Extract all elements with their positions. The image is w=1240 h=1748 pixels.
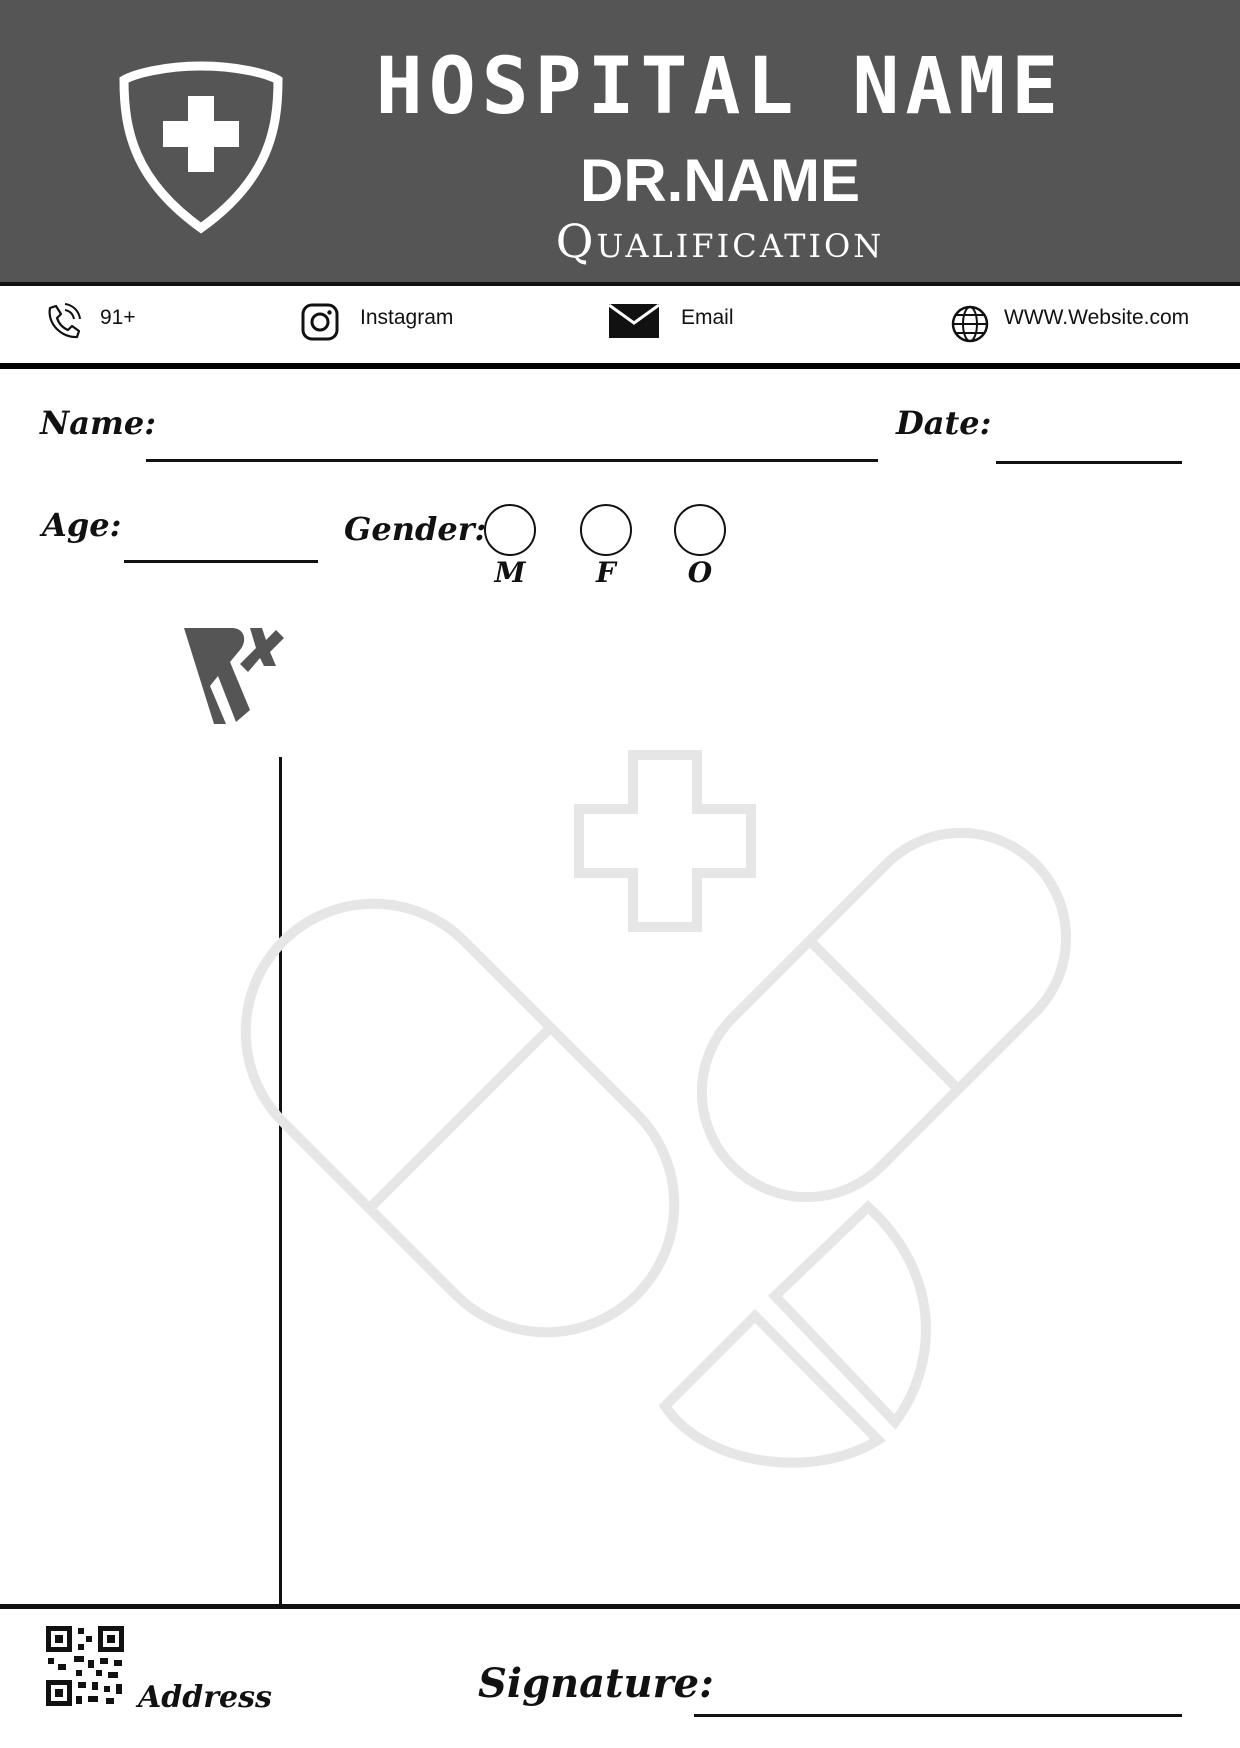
gender-label-f: F bbox=[596, 556, 616, 589]
signature-line[interactable] bbox=[694, 1714, 1182, 1717]
name-label: Name: bbox=[40, 404, 157, 442]
date-label: Date: bbox=[896, 404, 992, 442]
email-icon bbox=[608, 303, 660, 339]
instagram-icon bbox=[300, 302, 340, 342]
rx-icon bbox=[180, 626, 286, 726]
age-field-line[interactable] bbox=[124, 560, 318, 563]
shield-cross-icon bbox=[118, 60, 284, 236]
hospital-name: HOSPITAL NAME bbox=[375, 42, 1065, 132]
globe-icon bbox=[950, 304, 990, 344]
date-field-line[interactable] bbox=[996, 461, 1182, 464]
address-text: Address bbox=[138, 1680, 272, 1715]
gender-label: Gender: bbox=[344, 510, 487, 548]
prescription-margin-line bbox=[279, 757, 282, 1607]
gender-option-f[interactable] bbox=[580, 504, 632, 556]
phone-text: 91+ bbox=[100, 306, 136, 329]
prescription-area[interactable] bbox=[284, 700, 1240, 1600]
gender-label-m: M bbox=[494, 556, 526, 589]
age-label: Age: bbox=[42, 506, 122, 544]
qr-code-icon bbox=[46, 1626, 124, 1706]
instagram-text: Instagram bbox=[360, 306, 454, 329]
signature-label: Signature: bbox=[478, 1660, 714, 1707]
gender-option-o[interactable] bbox=[674, 504, 726, 556]
footer-divider bbox=[0, 1604, 1240, 1609]
doctor-name: DR.NAME bbox=[580, 147, 860, 214]
website-text: WWW.Website.com bbox=[1004, 306, 1190, 329]
phone-icon bbox=[42, 302, 82, 342]
gender-label-o: O bbox=[687, 556, 713, 589]
qualification: Qualification bbox=[555, 214, 885, 268]
gender-option-m[interactable] bbox=[484, 504, 536, 556]
name-field-line[interactable] bbox=[146, 459, 878, 462]
email-text: Email bbox=[681, 306, 734, 329]
